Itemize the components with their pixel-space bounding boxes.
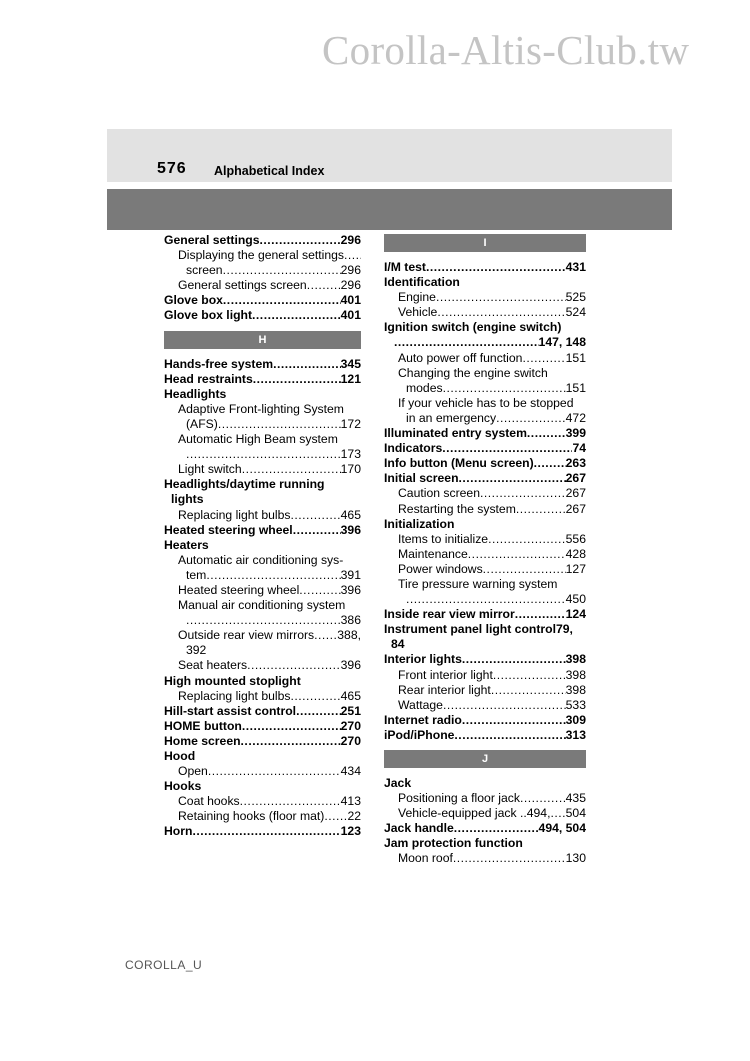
index-subentry: Tire pressure warning system (398, 576, 558, 591)
index-letter-header: I (384, 234, 586, 252)
index-letter-header: H (164, 331, 361, 349)
entry-label: Internet radio (384, 712, 462, 727)
entry-page: 388, (337, 628, 361, 643)
index-entry (164, 308, 361, 323)
header-band (107, 129, 672, 182)
leader-dots (459, 471, 566, 486)
leader-dots (534, 456, 566, 471)
index-entry (164, 233, 361, 248)
index-subentry (384, 668, 586, 683)
index-entry (164, 704, 361, 719)
entry-label: Heated steering wheel (164, 522, 293, 537)
entry-page: 147, 148 (538, 335, 586, 350)
index-heading: 84 (391, 637, 405, 652)
leader-dots (462, 652, 566, 667)
entry-label: Seat heaters (178, 658, 248, 673)
index-entry (164, 734, 361, 749)
index-heading: Ignition switch (engine switch) (384, 320, 562, 335)
index-heading: Hooks (164, 779, 202, 794)
entry-page: 251 (340, 703, 361, 718)
entry-label: Outside rear view mirrors (178, 628, 315, 643)
leader-dots (483, 562, 566, 577)
entry-label: Glove box light (164, 308, 253, 323)
index-heading: Instrument panel light control79, (384, 622, 573, 637)
section-band (107, 189, 672, 230)
footer-code: COROLLA_U (125, 958, 203, 972)
entry-label: Engine (398, 290, 436, 305)
index-subentry (384, 411, 586, 426)
index-entry (384, 728, 586, 743)
entry-label: iPod/iPhone (384, 727, 455, 742)
index-heading: lights (171, 492, 204, 507)
index-subentry (164, 583, 361, 598)
entry-label: Retaining hooks (floor mat) (178, 809, 325, 824)
entry-label: HOME button (164, 718, 242, 733)
leader-dots (299, 583, 340, 598)
entry-page: 267 (565, 486, 586, 501)
index-subentry (384, 381, 586, 396)
leader-dots (443, 698, 566, 713)
entry-label: Wattage (398, 697, 443, 712)
entry-page: 465 (340, 507, 361, 522)
entry-label: Hands-free system (164, 356, 274, 371)
index-subentry (164, 809, 361, 824)
leader-dots (515, 607, 566, 622)
leader-dots (454, 728, 565, 743)
entry-page: 465 (340, 688, 361, 703)
entry-label: Caution screen (398, 486, 480, 501)
entry-page: 172 (340, 416, 361, 431)
index-heading: Identification (384, 275, 460, 290)
entry-page: 313 (565, 727, 586, 742)
entry-page: 431 (565, 260, 586, 274)
index-subentry (164, 508, 361, 523)
leader-dots (241, 734, 341, 749)
entry-label: Inside rear view mirror (384, 607, 515, 622)
entry-label: Auto power off function (398, 350, 523, 365)
entry-page: 399 (565, 426, 586, 441)
entry-page: 401 (340, 308, 361, 323)
index-subentry (164, 462, 361, 477)
index-entry (384, 426, 586, 441)
index-entry (384, 607, 586, 622)
leader-dots (290, 689, 340, 704)
watermark: Corolla-Altis-Club.tw (322, 27, 690, 73)
leader-dots (462, 713, 566, 728)
entry-page: 396 (340, 658, 361, 673)
entry-page: 413 (340, 794, 361, 809)
entry-page: 124 (565, 607, 586, 622)
entry-page: 121 (340, 371, 361, 386)
entry-page: 428 (565, 546, 586, 561)
leader-dots (453, 851, 566, 866)
index-subentry: Changing the engine switch (398, 365, 548, 380)
entry-label: General settings (164, 233, 260, 247)
index-column-left (164, 233, 361, 840)
entry-page: 127 (565, 561, 586, 576)
index-entry (384, 821, 586, 836)
index-subentry (164, 263, 361, 278)
index-subentry (164, 689, 361, 704)
entry-label: Glove box (164, 293, 223, 308)
entry-label: Rear interior light (398, 682, 491, 697)
entry-page: 401 (340, 293, 361, 308)
entry-page: 74 (572, 441, 586, 456)
entry-page: 398 (565, 652, 586, 667)
entry-label: Moon roof (398, 851, 453, 866)
leader-dots (454, 821, 539, 836)
entry-page: 398 (565, 682, 586, 697)
index-entry (384, 471, 586, 486)
leader-dots (253, 372, 341, 387)
entry-label: Vehicle (398, 305, 438, 320)
entry-label: Open (178, 764, 208, 779)
index-entry (384, 260, 586, 275)
index-subentry (164, 417, 361, 432)
leader-dots (324, 809, 347, 824)
entry-label: Interior lights (384, 652, 462, 667)
leader-dots (223, 293, 341, 308)
entry-label: screen (186, 263, 223, 278)
entry-page: 435 (565, 791, 586, 806)
entry-label: Initial screen (384, 471, 459, 486)
leader-dots (491, 683, 566, 698)
entry-label: Info button (Menu screen) (384, 456, 534, 471)
entry-page: 396 (340, 582, 361, 597)
entry-page: 151 (565, 380, 586, 395)
index-subentry (164, 248, 361, 263)
page-number: 576 (157, 160, 187, 177)
entry-page: 524 (565, 305, 586, 320)
index-heading: Hood (164, 749, 196, 763)
entry-page: 450 (565, 592, 586, 607)
index-subentry (384, 806, 586, 821)
index-subentry (164, 764, 361, 779)
leader-dots (527, 426, 566, 441)
leader-dots (247, 658, 341, 673)
leader-dots (252, 308, 341, 323)
index-subentry: 392 (186, 643, 207, 658)
entry-page: 525 (565, 290, 586, 305)
entry-label: Indicators (384, 441, 443, 456)
index-heading: Headlights (164, 386, 227, 401)
index-subentry (164, 794, 361, 809)
entry-label: Restarting the system (398, 501, 516, 516)
entry-label: Replacing light bulbs (178, 688, 291, 703)
entry-label: General settings screen (178, 278, 307, 293)
entry-label: Replacing light bulbs (178, 507, 291, 522)
index-subentry (164, 628, 361, 643)
entry-page: 391 (340, 567, 361, 582)
index-subentry (384, 683, 586, 698)
entry-page: 296 (340, 278, 361, 293)
entry-page: 270 (340, 718, 361, 733)
entry-page: 173 (340, 447, 361, 462)
entry-page: 270 (340, 733, 361, 748)
entry-page: 151 (565, 350, 586, 365)
entry-page: 130 (565, 851, 586, 866)
entry-label: Displaying the general settings (178, 248, 344, 263)
entry-label: Items to initialize (398, 531, 489, 546)
index-subentry (384, 592, 586, 607)
leader-dots (496, 411, 566, 426)
leader-dots (208, 764, 341, 779)
entry-label: I/M test (384, 260, 426, 274)
entry-label: Positioning a floor jack (398, 791, 520, 806)
index-subentry (164, 447, 361, 462)
leader-dots (307, 278, 341, 293)
leader-dots (493, 668, 566, 683)
index-subentry: Manual air conditioning system (178, 598, 346, 613)
index-entry (384, 652, 586, 667)
leader-dots (186, 613, 341, 628)
entry-label: Heated steering wheel (178, 582, 300, 597)
index-entry (164, 523, 361, 538)
leader-dots (520, 791, 566, 806)
leader-dots (406, 592, 566, 607)
index-letter-header: J (384, 750, 586, 768)
entry-page: 494, 504 (538, 821, 586, 836)
leader-dots (550, 806, 565, 821)
entry-page: 472 (565, 410, 586, 425)
index-subentry: Automatic High Beam system (178, 432, 338, 447)
entry-page: 386 (340, 613, 361, 628)
entry-page: 309 (565, 712, 586, 727)
leader-dots (186, 447, 341, 462)
index-heading: Heaters (164, 537, 209, 552)
index-subentry (384, 698, 586, 713)
leader-dots (468, 547, 566, 562)
entry-page: 504 (565, 806, 586, 821)
index-subentry (384, 290, 586, 305)
index-entry (164, 372, 361, 387)
entry-page: 296 (340, 263, 361, 278)
entry-page: 170 (340, 462, 361, 477)
entry-page: 434 (340, 764, 361, 779)
entry-label: Head restraints (164, 371, 253, 386)
index-entry (384, 713, 586, 728)
index-heading: Jam protection function (384, 836, 523, 851)
leader-dots (273, 357, 341, 372)
entry-page: 556 (565, 531, 586, 546)
entry-label: Power windows (398, 561, 483, 576)
leader-dots (260, 233, 341, 248)
index-entry (384, 456, 586, 471)
leader-dots (522, 351, 565, 366)
leader-dots (442, 441, 572, 456)
index-subentry (384, 851, 586, 866)
leader-dots (344, 248, 361, 263)
index-subentry (384, 502, 586, 517)
leader-dots (218, 417, 341, 432)
leader-dots (293, 523, 341, 538)
index-subentry (384, 532, 586, 547)
index-subentry: Adaptive Front-lighting System (178, 401, 344, 416)
entry-label: modes (406, 380, 443, 395)
leader-dots (443, 381, 566, 396)
entry-page: 345 (340, 356, 361, 371)
leader-dots (223, 263, 341, 278)
entry-label: Coat hooks (178, 794, 240, 809)
entry-label: in an emergency (406, 410, 497, 425)
index-entry (164, 357, 361, 372)
index-subentry (384, 562, 586, 577)
entry-label: tem (186, 567, 207, 582)
leader-dots (206, 568, 340, 583)
index-subentry (384, 791, 586, 806)
index-subentry (164, 568, 361, 583)
leader-dots (437, 305, 565, 320)
leader-dots (394, 335, 539, 350)
entry-page: 267 (565, 501, 586, 516)
index-entry (384, 335, 586, 350)
entry-label: Jack handle (384, 821, 454, 836)
index-subentry (384, 547, 586, 562)
leader-dots (436, 290, 566, 305)
entry-page: 398 (565, 667, 586, 682)
index-subentry (164, 658, 361, 673)
leader-dots (314, 628, 337, 643)
index-subentry: Automatic air conditioning sys- (178, 552, 344, 567)
leader-dots (192, 824, 340, 839)
entry-label: Front interior light (398, 667, 493, 682)
index-subentry (384, 305, 586, 320)
index-subentry (384, 351, 586, 366)
entry-label: Hill-start assist control (164, 703, 297, 718)
entry-page: 396 (340, 522, 361, 537)
index-column-right (384, 233, 586, 867)
index-heading: Headlights/daytime running (164, 477, 325, 492)
entry-page: 267 (565, 471, 586, 486)
index-entry (164, 293, 361, 308)
leader-dots (290, 508, 340, 523)
leader-dots (488, 532, 566, 547)
leader-dots (480, 486, 566, 501)
index-heading: High mounted stoplight (164, 673, 301, 688)
entry-label: (AFS) (186, 416, 218, 431)
leader-dots (240, 794, 341, 809)
entry-label: Vehicle-equipped jack ..494, (398, 806, 551, 821)
entry-label: Illuminated entry system (384, 426, 527, 441)
leader-dots (242, 719, 341, 734)
leader-dots (296, 704, 341, 719)
index-subentry: If your vehicle has to be stopped (398, 395, 574, 410)
entry-page: 22 (347, 809, 361, 824)
entry-label: Maintenance (398, 546, 468, 561)
leader-dots (242, 462, 341, 477)
leader-dots (516, 502, 566, 517)
entry-page: 123 (340, 824, 361, 839)
index-entry (164, 824, 361, 839)
index-subentry (164, 613, 361, 628)
section-title: Alphabetical Index (214, 164, 325, 178)
entry-label: Horn (164, 824, 193, 839)
entry-page: 263 (565, 456, 586, 471)
entry-page: 296 (340, 233, 361, 247)
index-heading: Jack (384, 776, 412, 790)
index-subentry (384, 486, 586, 501)
index-entry (384, 441, 586, 456)
entry-page: 533 (565, 697, 586, 712)
index-subentry (164, 278, 361, 293)
index-entry (164, 719, 361, 734)
index-heading: Initialization (384, 516, 455, 531)
entry-label: Home screen (164, 733, 241, 748)
leader-dots (426, 260, 566, 275)
entry-label: Light switch (178, 462, 242, 477)
